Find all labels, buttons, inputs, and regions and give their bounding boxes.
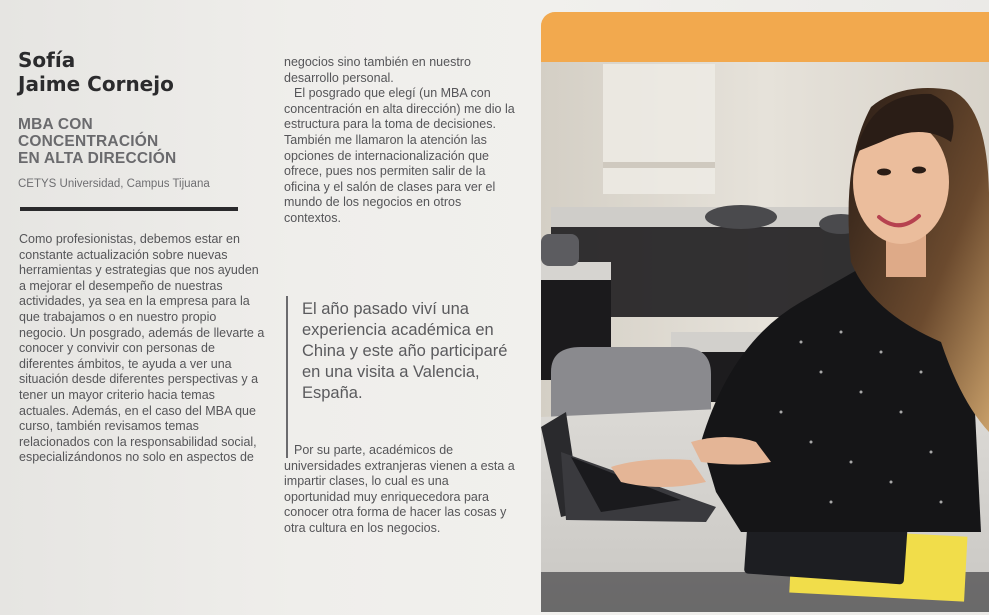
portrait-photo (541, 12, 989, 612)
column2-paragraph-2: El posgrado que elegí (un MBA con concentración en alta dirección) me dio la estructura para la toma de decisiones. También me llamaron la atención las opciones de internacionalización que ofrece, pues nos permiten salir de la oficina y el salón de clases para ver el mundo de los negocios en otros contextos. (284, 86, 515, 225)
profile-name (18, 48, 258, 96)
degree-line-1: MBA CON (18, 116, 93, 133)
pull-quote-bar (286, 296, 288, 458)
column2-paragraph-3: Por su parte, académicos de universidades extranjeras vienen a esta a impartir clases, lo cual es una oportunidad muy enriquecedora para conocer otra forma de hacer las cosas y otra cultura en los negocios. (284, 443, 515, 535)
degree-title (18, 116, 258, 167)
name-line-2: Jaime Cornejo (18, 72, 174, 96)
column2-paragraph-1: negocios sino también en nuestro desarrollo personal. (284, 55, 471, 85)
degree-line-3: EN ALTA DIRECCIÓN (18, 150, 177, 167)
column1-paragraph: Como profesionistas, debemos estar en constante actualización sobre nuevas herramientas y estrategias que nos ayuden a mejorar el desempeño de nuestras actividades, ya sea en la empresa para la que trabajamos o en nuestro propio negocio. Un posgrado, además de llevarte a conocer y convivir con personas de diferentes ámbitos, te ayuda a ver una situación desde diferentes perspectivas y a tener un mayor criterio hacia temas actuales. Además, en el caso del MBA que curso, también revisamos temas relacionados con la responsabilidad social, especializándonos no solo en aspectos de (19, 232, 265, 465)
degree-line-2: CONCENTRACIÓN (18, 133, 159, 150)
section-divider (20, 207, 238, 211)
school-name: CETYS Universidad, Campus Tijuana (18, 178, 210, 190)
portrait-illustration (541, 12, 989, 612)
orange-band (541, 12, 989, 62)
column2-top-text (284, 55, 516, 227)
name-line-1: Sofía (18, 48, 76, 72)
pull-quote: El año pasado viví una experiencia académica en China y este año participaré en una visita a Valencia, España. (302, 300, 508, 402)
